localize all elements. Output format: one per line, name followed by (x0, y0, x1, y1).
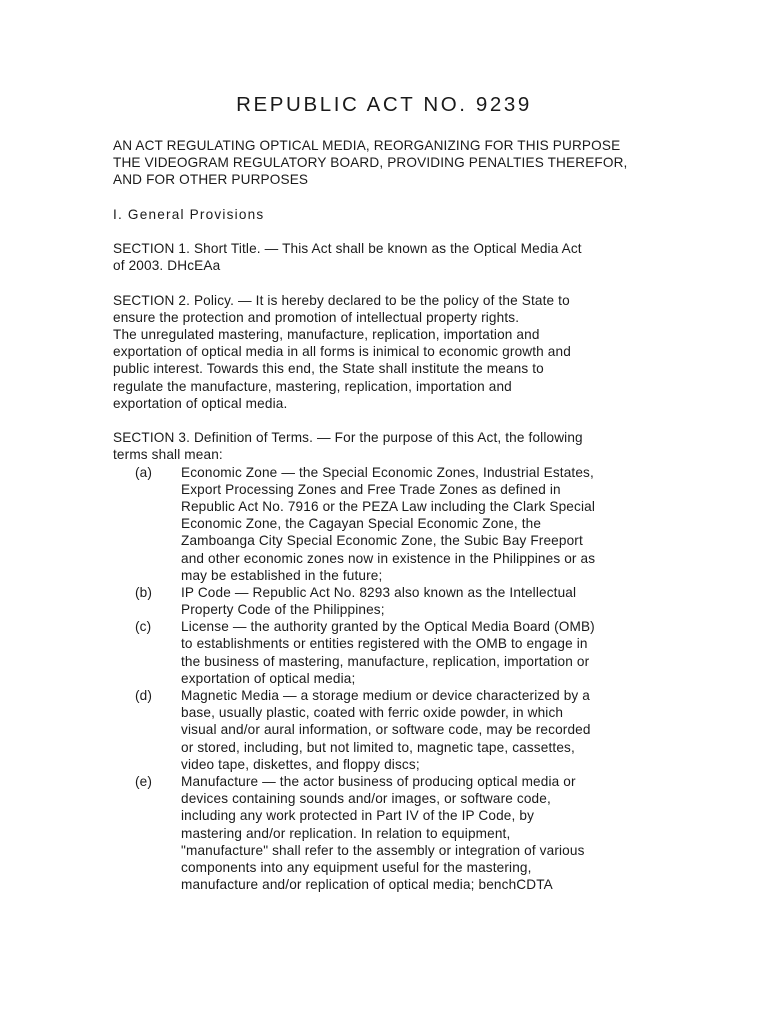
document-title: REPUBLIC ACT NO. 9239 (236, 93, 532, 116)
document-body (113, 137, 673, 893)
definition-d (113, 687, 673, 773)
definition-line: visual and/or aural information, or software code, may be recorded (181, 722, 591, 738)
section-3 (113, 429, 673, 893)
definition-line: Export Processing Zones and Free Trade Zones as defined in (181, 481, 561, 497)
definition-line: including any work protected in Part IV of the IP Code, by (181, 808, 535, 824)
definition-line: Property Code of the Philippines; (181, 602, 385, 618)
section-2-line: SECTION 2. Policy. — It is hereby declared to be the policy of the State to (113, 292, 570, 308)
section-2-line: public interest. Towards this end, the State shall institute the means to (113, 361, 544, 377)
definition-label: (a) (135, 464, 153, 480)
definition-line: Manufacture — the actor business of producing optical media or (181, 773, 576, 789)
section-2-line: ensure the protection and promotion of intellectual property rights. (113, 309, 520, 325)
section-3-line: terms shall mean: (113, 447, 223, 463)
section-2-line: The unregulated mastering, manufacture, replication, importation and (113, 327, 540, 343)
section-2-line: regulate the manufacture, mastering, replication, importation and (113, 378, 512, 394)
definition-e (113, 773, 673, 893)
preamble-line: AN ACT REGULATING OPTICAL MEDIA, REORGANIZING FOR THIS PURPOSE (113, 138, 621, 153)
definition-line: devices containing sounds and/or images, or software code, (181, 791, 551, 807)
definition-line: mastering and/or replication. In relation to equipment, (181, 825, 511, 841)
definition-label: (c) (135, 619, 152, 635)
definition-line: Magnetic Media — a storage medium or device characterized by a (181, 688, 590, 703)
definition-label: (d) (135, 688, 153, 703)
definition-label: (b) (135, 584, 153, 600)
definition-label: (e) (135, 773, 153, 789)
definition-line: IP Code — Republic Act No. 8293 also known as the Intellectual (181, 584, 577, 600)
section-1 (113, 240, 673, 274)
section-2-line: exportation of optical media. (113, 395, 288, 411)
definition-line: or stored, including, but not limited to, magnetic tape, cassettes, (181, 739, 575, 755)
preamble-line: AND FOR OTHER PURPOSES (113, 172, 309, 188)
definition-line: Zamboanga City Special Economic Zone, the Subic Bay Freeport (181, 533, 583, 549)
definition-line: to establishments or entities registered with the OMB to engage in (181, 636, 588, 652)
preamble (113, 137, 673, 189)
definition-line: Economic Zone, the Cagayan Special Economic Zone, the (181, 516, 542, 532)
definition-line: "manufacture" shall refer to the assembly or integration of various (181, 842, 585, 858)
definition-line: Economic Zone — the Special Economic Zones, Industrial Estates, (181, 464, 594, 480)
definition-line: may be established in the future; (181, 567, 383, 583)
definition-a (113, 464, 673, 584)
definition-b (113, 584, 673, 618)
definition-line: and other economic zones now in existence in the Philippines or as (181, 550, 596, 566)
definition-line: Republic Act No. 7916 or the PEZA Law including the Clark Special (181, 498, 596, 514)
definition-c (113, 618, 673, 687)
section-1-line: of 2003. DHcEAa (113, 258, 221, 274)
definition-line: components into any equipment useful for the mastering, (181, 859, 532, 875)
preamble-line: THE VIDEOGRAM REGULATORY BOARD, PROVIDING PENALTIES THEREFOR, (113, 155, 628, 171)
definition-line: the business of mastering, manufacture, replication, importation or (181, 653, 590, 669)
part-heading: I. General Provisions (113, 206, 265, 222)
section-2 (113, 292, 673, 412)
section-2-line: exportation of optical media in all forms is inimical to economic growth and (113, 344, 571, 360)
definition-line: video tape, diskettes, and floppy discs; (181, 756, 420, 772)
definition-line: exportation of optical media; (181, 670, 356, 686)
section-3-line: SECTION 3. Definition of Terms. — For the purpose of this Act, the following (113, 430, 583, 446)
definition-line: License — the authority granted by the Optical Media Board (OMB) (181, 619, 595, 635)
definition-line: manufacture and/or replication of optical media; benchCDTA (181, 877, 553, 893)
definition-line: base, usually plastic, coated with ferric oxide powder, in which (181, 705, 564, 721)
section-1-line: SECTION 1. Short Title. — This Act shall be known as the Optical Media Act (113, 241, 582, 257)
